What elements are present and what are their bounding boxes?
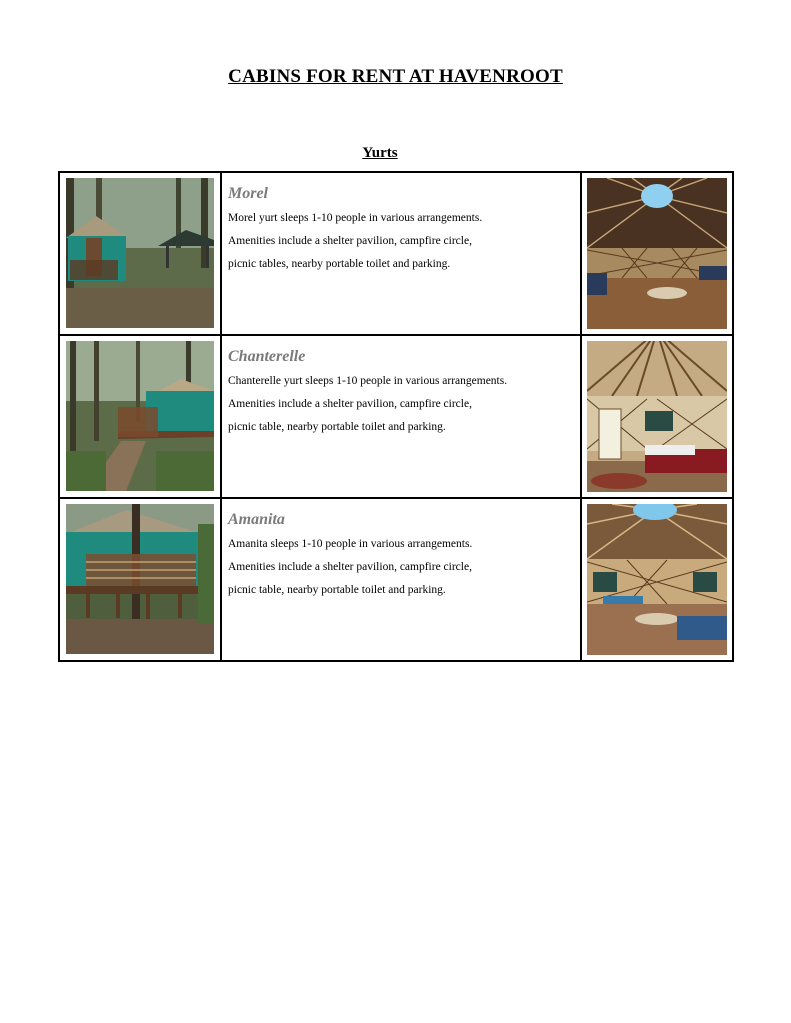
sleeps-text: Morel yurt sleeps 1-10 people in various arrangements. (228, 212, 483, 224)
table-row (59, 172, 733, 335)
table-row (59, 335, 733, 498)
interior-photo-cell (581, 335, 733, 498)
cabin-description (221, 335, 581, 498)
cabin-description (221, 498, 581, 661)
interior-photo-cell (581, 498, 733, 661)
chanterelle-interior-photo (587, 341, 727, 492)
chanterelle-exterior-photo (66, 341, 214, 491)
exterior-photo-cell (59, 335, 221, 498)
amenities-text-continued: picnic table, nearby portable toilet and parking. (228, 584, 446, 596)
amenities-text: Amenities include a shelter pavilion, campfire circle, (228, 561, 472, 573)
morel-exterior-photo (66, 178, 214, 328)
cabin-name: Chanterelle (228, 348, 306, 365)
amenities-text-continued: picnic table, nearby portable toilet and parking. (228, 421, 446, 433)
amanita-exterior-photo (66, 504, 214, 654)
amanita-interior-photo (587, 504, 727, 655)
cabins-table (58, 171, 734, 662)
cabin-description (221, 172, 581, 335)
cabin-name: Amanita (228, 511, 285, 528)
section-heading: Yurts (362, 145, 398, 161)
table-row (59, 498, 733, 661)
interior-photo-cell (581, 172, 733, 335)
sleeps-text: Amanita sleeps 1-10 people in various arrangements. (228, 538, 473, 550)
amenities-text: Amenities include a shelter pavilion, campfire circle, (228, 235, 472, 247)
page-title: CABINS FOR RENT AT HAVENROOT (228, 66, 563, 87)
cabin-name: Morel (228, 185, 268, 202)
amenities-text: Amenities include a shelter pavilion, campfire circle, (228, 398, 472, 410)
morel-interior-photo (587, 178, 727, 329)
exterior-photo-cell (59, 498, 221, 661)
sleeps-text: Chanterelle yurt sleeps 1-10 people in various arrangements. (228, 375, 508, 387)
exterior-photo-cell (59, 172, 221, 335)
amenities-text-continued: picnic tables, nearby portable toilet and parking. (228, 258, 451, 270)
